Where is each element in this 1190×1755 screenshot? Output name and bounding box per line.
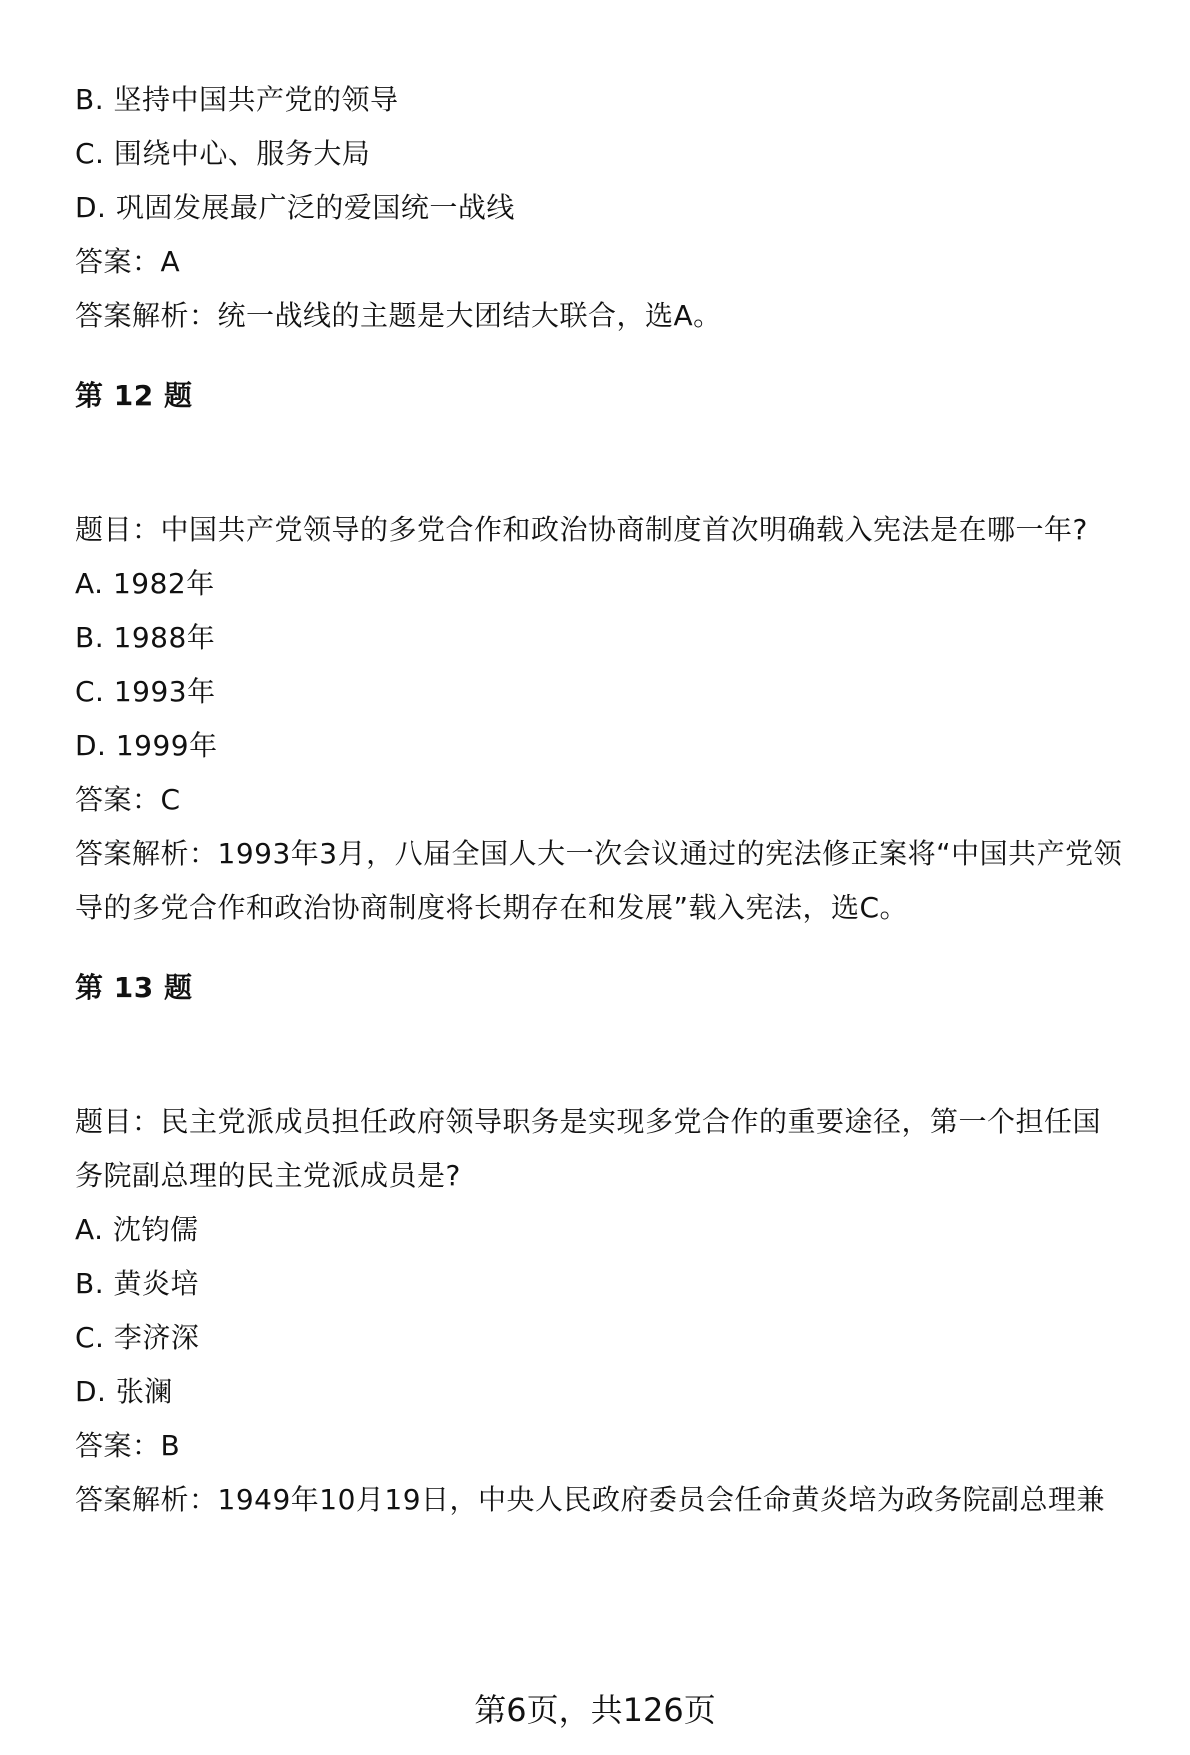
q12-question: 题目：中国共产党领导的多党合作和政治协商制度首次明确载入宪法是在哪一年? bbox=[75, 513, 1088, 546]
q12-option-a: A. 1982年 bbox=[75, 567, 215, 600]
page-indicator: 第6页，共126页 bbox=[474, 1691, 716, 1729]
q13-analysis-line-1: 答案解析：1949年10月19日，中央人民政府委员会任命黄炎培为政务院副总理兼 bbox=[75, 1483, 1106, 1516]
q13-answer: 答案：B bbox=[75, 1429, 181, 1462]
q12-option-d: D. 1999年 bbox=[75, 729, 218, 762]
q13-option-a: A. 沈钧儒 bbox=[75, 1213, 199, 1246]
q12-heading: 第 12 题 bbox=[75, 379, 193, 412]
q11-analysis: 答案解析：统一战线的主题是大团结大联合，选A。 bbox=[75, 299, 722, 332]
q13-question-line-1: 题目：民主党派成员担任政府领导职务是实现多党合作的重要途径，第一个担任国 bbox=[75, 1105, 1102, 1138]
q11-option-b: B. 坚持中国共产党的领导 bbox=[75, 83, 399, 116]
q13-question-line-2: 务院副总理的民主党派成员是? bbox=[75, 1159, 461, 1192]
q12-option-c: C. 1993年 bbox=[75, 675, 216, 708]
q12-analysis-line-2: 导的多党合作和政治协商制度将长期存在和发展”载入宪法，选C。 bbox=[75, 891, 909, 924]
q12-analysis-line-1: 答案解析：1993年3月，八届全国人大一次会议通过的宪法修正案将“中国共产党领 bbox=[75, 837, 1123, 870]
q11-option-d: D. 巩固发展最广泛的爱国统一战线 bbox=[75, 191, 515, 224]
q13-option-b: B. 黄炎培 bbox=[75, 1267, 200, 1300]
q12-option-b: B. 1988年 bbox=[75, 621, 216, 654]
q13-heading: 第 13 题 bbox=[75, 971, 193, 1004]
q13-option-d: D. 张澜 bbox=[75, 1375, 173, 1408]
q11-option-c: C. 围绕中心、服务大局 bbox=[75, 137, 371, 170]
q11-answer: 答案：A bbox=[75, 245, 181, 278]
q13-option-c: C. 李济深 bbox=[75, 1321, 200, 1354]
q12-answer: 答案：C bbox=[75, 783, 181, 816]
